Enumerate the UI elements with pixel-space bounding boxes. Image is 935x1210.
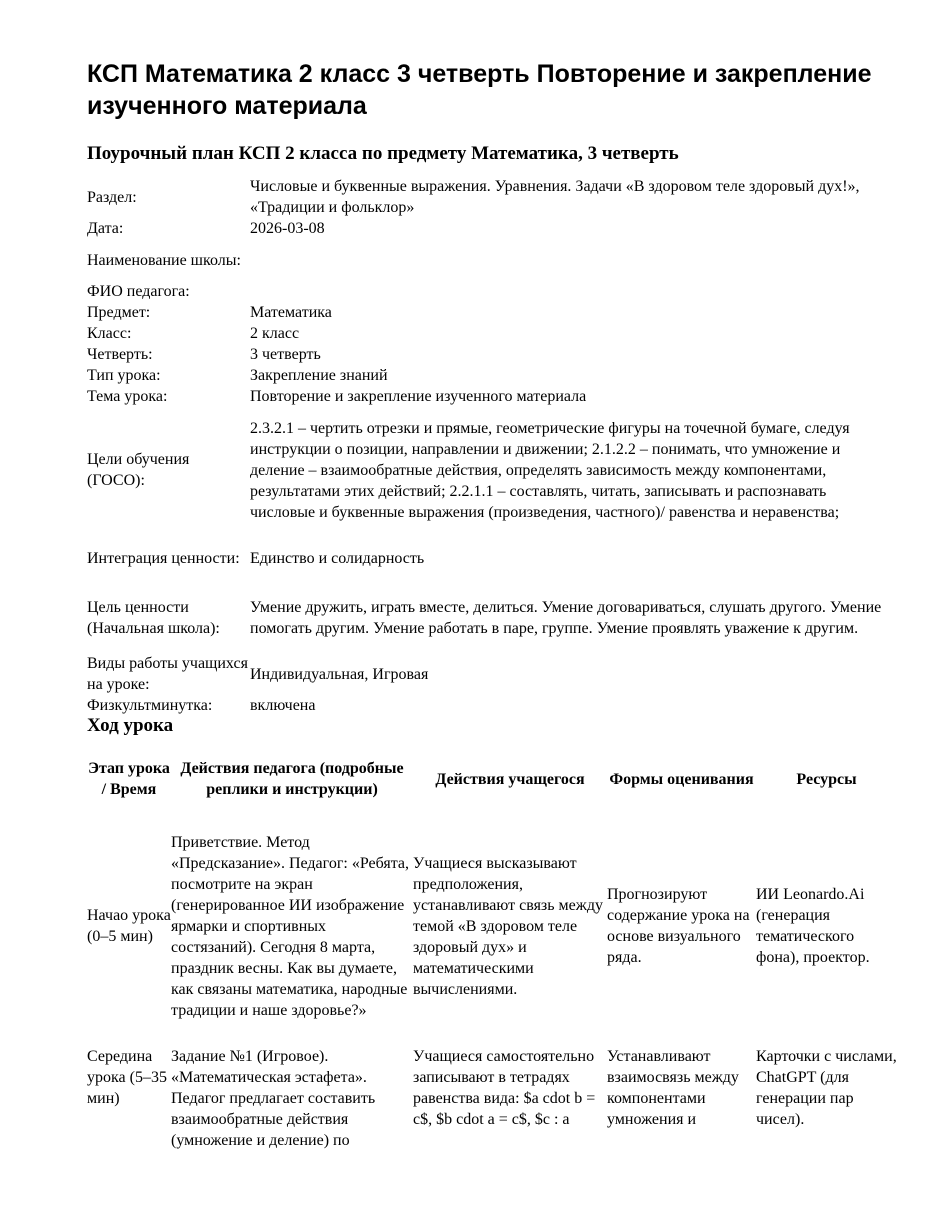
info-label: Тип урока:	[87, 367, 161, 384]
flow-student: Учащиеся самостоятельно записывают в тетрадях равенства вида: $a cdot b = c$, $b cdot a = c$, $c : a	[413, 1048, 596, 1128]
info-value: 2.3.2.1 – чертить отрезки и прямые, геометрические фигуры на точечной бумаге, следуя инструкции о позиции, направлении и движении; 2.1.2.2 – понимать, что умножение и деление – взаимообратные действия, определять зависимость между компонентами, результатами этих действий; 2.2.1.1 – составлять, читать, записывать и распознавать числовые и буквенные выражения (произведения, частного)/ равенства и неравенства;	[250, 419, 850, 521]
info-row-section	[87, 176, 887, 218]
flow-row	[87, 810, 897, 1042]
info-value: Единство и солидарность	[250, 549, 425, 567]
info-label: Дата:	[87, 220, 124, 237]
info-value: Индивидуальная, Игровая	[250, 665, 429, 683]
info-label: Тема урока:	[87, 388, 168, 405]
info-row-lesson-type	[87, 365, 887, 386]
document-title: КСП Математика 2 класс 3 четверть Повторение и закрепление изученного материала	[87, 60, 872, 120]
info-row-value-integration	[87, 533, 887, 583]
info-row-date	[87, 218, 887, 239]
info-label: Цель ценности (Начальная школа):	[87, 599, 220, 637]
flow-stage: Начао урока (0–5 мин)	[87, 907, 171, 945]
info-value	[250, 281, 887, 302]
header-stage: Этап урока / Время	[88, 760, 170, 798]
info-row-value-goal	[87, 583, 887, 653]
header-resources: Ресурсы	[796, 770, 857, 788]
header-teacher-actions: Действия педагога (подробные реплики и инструкции)	[180, 760, 404, 798]
flow-row	[87, 1042, 897, 1151]
flow-header-row	[87, 748, 897, 810]
info-label: Физкультминутка:	[87, 697, 213, 714]
lesson-flow-heading: Ход урока	[87, 715, 174, 736]
info-label: ФИО педагога:	[87, 283, 190, 300]
info-label: Виды работы учащихся на уроке:	[87, 655, 248, 693]
flow-teacher: Задание №1 (Игровое). «Математическая эстафета». Педагог предлагает составить взаимообратные действия (умножение и деление) по	[171, 1048, 376, 1149]
flow-stage: Середина урока (5–35 мин)	[87, 1048, 167, 1107]
info-label: Раздел:	[87, 188, 137, 206]
info-label: Четверть:	[87, 346, 153, 363]
info-label: Цели обучения (ГОСО):	[87, 451, 190, 489]
info-row-quarter	[87, 344, 887, 365]
info-row-subject	[87, 302, 887, 323]
info-value: включена	[250, 697, 316, 714]
info-row-work-types	[87, 653, 887, 695]
info-row-grade	[87, 323, 887, 344]
lesson-info-table	[87, 176, 887, 716]
plan-heading: Поурочный план КСП 2 класса по предмету Математика, 3 четверть	[87, 143, 679, 164]
lesson-flow-table	[87, 748, 897, 1151]
info-label: Предмет:	[87, 304, 151, 321]
info-row-school	[87, 239, 887, 281]
flow-assessment: Устанавливают взаимосвязь между компонентами умножения и	[607, 1048, 739, 1128]
info-label: Интеграция ценности:	[87, 549, 240, 567]
header-student-actions: Действия учащегося	[435, 770, 585, 788]
info-row-teacher	[87, 281, 887, 302]
flow-resources: Карточки с числами, ChatGPT (для генерации пар чисел).	[756, 1048, 897, 1128]
header-assessment: Формы оценивания	[609, 770, 754, 788]
info-row-topic	[87, 386, 887, 407]
flow-teacher: Приветствие. Метод «Предсказание». Педагог: «Ребята, посмотрите на экран (генерированное ИИ изображение ярмарки и спортивных состязаний). Сегодня 8 марта, праздник весны. Как вы думаете, как связаны математика, народные традиции и наше здоровье?»	[171, 833, 410, 1019]
info-value	[250, 239, 887, 281]
info-row-goals	[87, 407, 887, 533]
info-value: 2026-03-08	[250, 220, 325, 237]
info-value: Числовые и буквенные выражения. Уравнения. Задачи «В здоровом теле здоровый дух!», «Традиции и фольклор»	[250, 178, 860, 216]
info-label: Наименование школы:	[87, 251, 241, 269]
info-value: Повторение и закрепление изученного материала	[250, 388, 587, 405]
info-value: 3 четверть	[250, 346, 321, 363]
info-label: Класс:	[87, 325, 132, 342]
flow-student: Учащиеся высказывают предположения, устанавливают связь между темой «В здоровом теле здоровый дух» и математическими вычислениями.	[413, 854, 603, 998]
info-value: Умение дружить, играть вместе, делиться. Умение договариваться, слушать другого. Умение помогать другим. Умение работать в паре, группе. Умение проявлять уважение к другим.	[250, 599, 882, 637]
flow-resources: ИИ Leonardo.Ai (генерация тематического фона), проектор.	[756, 886, 870, 966]
info-value: 2 класс	[250, 325, 300, 342]
info-value: Закрепление знаний	[250, 367, 388, 384]
info-row-physical-break	[87, 695, 887, 716]
info-value: Математика	[250, 304, 332, 321]
flow-assessment: Прогнозируют содержание урока на основе визуального ряда.	[607, 886, 750, 966]
